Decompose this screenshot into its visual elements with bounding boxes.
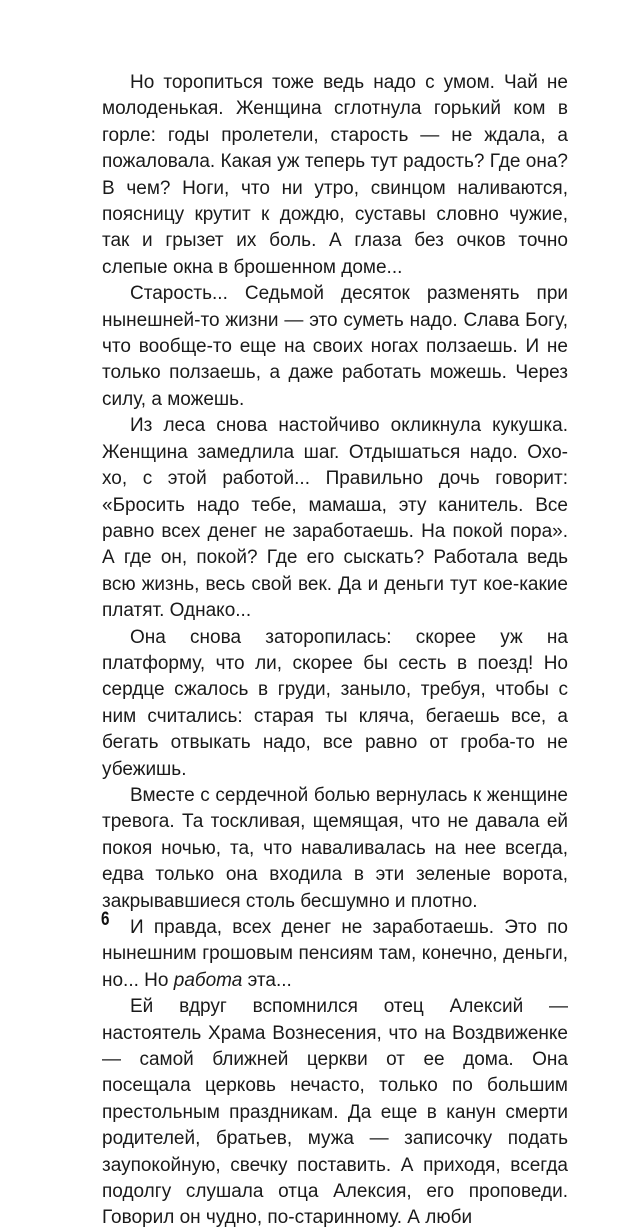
paragraph (102, 915, 568, 994)
paragraph-text: эта... (242, 969, 292, 991)
paragraph: Из леса снова настойчиво окликнула кукушка. Женщина замедлила шаг. Отдышаться надо. Охо-хо, с этой работой... Правильно дочь говорит: «Бросить надо тебе, мамаша, эту канитель. Все равно всех денег не заработаешь. На покой пора». А где он, покой? Где его сыскать? Работала ведь всю жизнь, весь свой век. Да и деньги тут кое-какие платят. Однако... (102, 415, 568, 622)
italic-emphasis: работа (173, 969, 243, 991)
paragraph: Она снова заторопилась: скорее уж на платформу, что ли, скорее бы сесть в поезд! Но сердце сжалось в груди, заныло, требуя, чтобы с ним считались: старая ты кляча, бегаешь все, а бегать отвыкать надо, все равно от гроба-то не убежишь. (102, 626, 568, 780)
body-text (102, 70, 568, 1232)
paragraph: Вместе с сердечной болью вернулась к женщине тревога. Та тоскливая, щемящая, что не давала ей покоя ночью, та, что наваливалась на нее всегда, едва только она входила в эти зеленые ворота, закрывавшиеся столь бесшумно и плотно. (102, 784, 568, 912)
paragraph-text: И правда, всех денег не заработаешь. Это по нынешним грошовым пенсиям там, конечно, деньги, но... Но (102, 917, 568, 991)
paragraph: Ей вдруг вспомнился отец Алексий — настоятель Храма Вознесения, что на Воздвиженке — самой ближней церкви от ее дома. Она посещала церковь нечасто, только по большим престольным праздникам. Да еще в канун смерти родителей, братьев, мужа — записочку подать заупокойную, свечку поставить. А приходя, всегда подолгу слушала отца Алексия, его проповеди. Говорил он чудно, по-старинному. А люби (102, 996, 568, 1229)
paragraph: Но торопиться тоже ведь надо с умом. Чай не молоденькая. Женщина сглотнула горький ком в горле: годы пролетели, старость — не ждала, а пожаловала. Какая уж теперь тут радость? Где она? В чем? Ноги, что ни утро, свинцом наливаются, поясницу крутит к дождю, суставы словно чужие, так и грызет их боль. А глаза без очков точно слепые окна в брошенном доме... (102, 72, 568, 278)
page-number: 6 (101, 909, 110, 930)
paragraph: Старость... Седьмой десяток разменять при нынешней-то жизни — это суметь надо. Слава Богу, что вообще-то еще на своих ногах ползаешь. И не только ползаешь, а даже работать можешь. Через силу, а можешь. (102, 283, 568, 410)
